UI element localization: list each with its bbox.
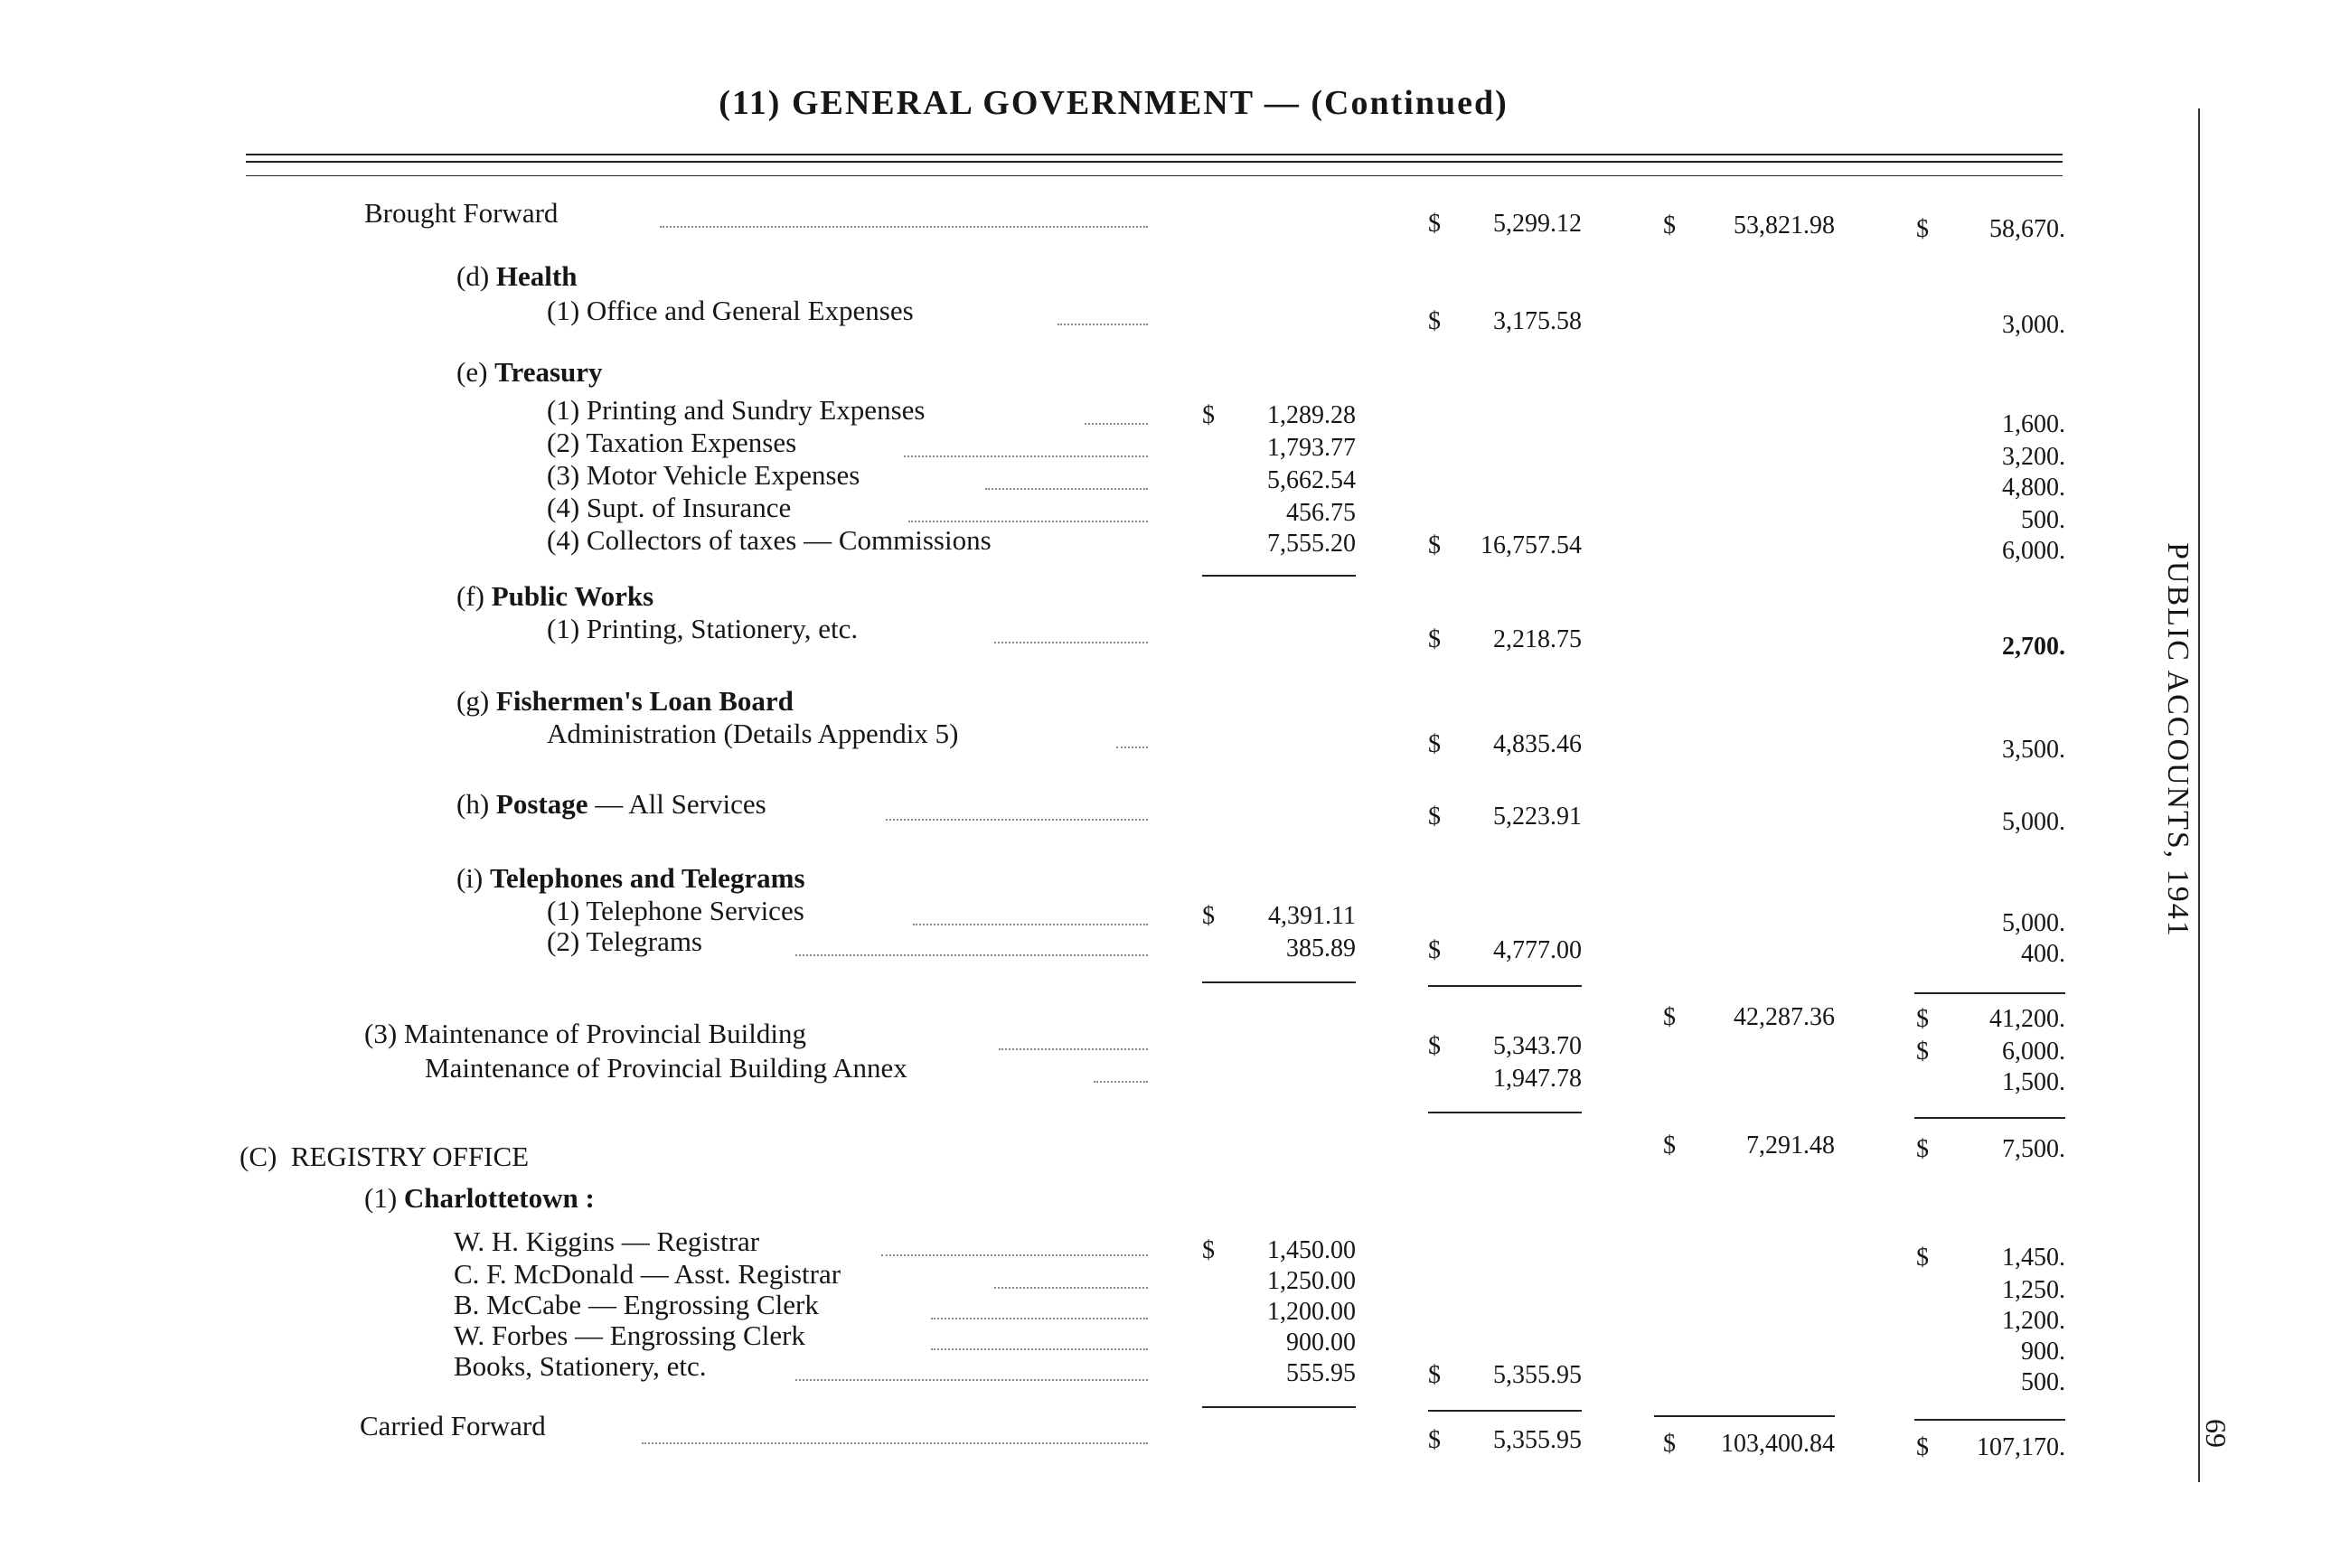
treasury-item-3-c1: 5,662.54 xyxy=(1267,466,1356,494)
registry-total-c2: 5,355.95 xyxy=(1493,1361,1582,1389)
dot-leader xyxy=(999,1048,1148,1050)
brought-forward-label: Brought Forward xyxy=(364,197,559,229)
dot-leader xyxy=(908,521,1148,522)
loan-board-item-1-c2: 4,835.46 xyxy=(1493,730,1582,758)
registry-item-5-label: Books, Stationery, etc. xyxy=(454,1350,707,1382)
loan-board-item-1-label: Administration (Details Appendix 5) xyxy=(547,718,959,749)
subtotal-rule xyxy=(1202,1406,1356,1408)
treasury-item-5-c1: 7,555.20 xyxy=(1267,530,1356,558)
carried-forward-label: Carried Forward xyxy=(360,1410,546,1441)
carried-forward-c4: 107,170. xyxy=(1977,1433,2065,1461)
dollar-sign: $ xyxy=(1428,307,1441,335)
dot-leader xyxy=(985,488,1148,490)
header-rule-middle xyxy=(246,161,2063,163)
dot-leader xyxy=(931,1348,1148,1350)
dollar-sign: $ xyxy=(1428,1361,1441,1389)
public-works-item-1-label: (1) Printing, Stationery, etc. xyxy=(547,613,859,644)
treasury-item-3-label: (3) Motor Vehicle Expenses xyxy=(547,459,860,491)
treasury-item-1-label: (1) Printing and Sundry Expenses xyxy=(547,394,926,426)
telephones-total-c2: 4,777.00 xyxy=(1493,936,1582,964)
registry-item-2-c1: 1,250.00 xyxy=(1267,1267,1356,1295)
postage-rest: — All Services xyxy=(595,788,766,820)
heading-text: Postage xyxy=(495,788,588,820)
postage-row xyxy=(456,788,766,821)
registry-item-4-c1: 900.00 xyxy=(1286,1329,1356,1357)
dollar-sign: $ xyxy=(1663,211,1676,239)
subtotal-rule xyxy=(1914,992,2065,994)
subtotal-rule xyxy=(1428,1410,1582,1412)
dot-leader xyxy=(931,1318,1148,1319)
loan-board-item-1-c4: 3,500. xyxy=(2002,736,2065,764)
registry-item-5-c1: 555.95 xyxy=(1286,1359,1356,1387)
registry-item-3-c4: 1,200. xyxy=(2002,1307,2065,1335)
health-item-1-c2: 3,175.58 xyxy=(1493,307,1582,335)
dollar-sign: $ xyxy=(1916,215,1929,243)
maintenance-item-1-c4: 6,000. xyxy=(2002,1038,2065,1066)
loan-board-heading xyxy=(456,685,794,718)
registry-item-3-label: B. McCabe — Engrossing Clerk xyxy=(454,1289,819,1320)
treasury-total-c2: 16,757.54 xyxy=(1480,531,1582,559)
dot-leader xyxy=(886,819,1148,821)
dollar-sign: $ xyxy=(1428,730,1441,758)
dollar-sign: $ xyxy=(1663,1131,1676,1160)
registry-item-1-c1: 1,450.00 xyxy=(1267,1236,1356,1264)
registry-item-4-label: W. Forbes — Engrossing Clerk xyxy=(454,1319,805,1351)
heading-text: Charlottetown : xyxy=(403,1182,595,1214)
heading-text: Fishermen's Loan Board xyxy=(495,685,794,717)
treasury-item-2-c1: 1,793.77 xyxy=(1267,434,1356,462)
dot-leader xyxy=(795,954,1148,956)
dollar-sign: $ xyxy=(1916,1135,1929,1163)
dot-leader xyxy=(913,924,1148,925)
registry-item-1-c4: 1,450. xyxy=(2002,1244,2065,1272)
dot-leader xyxy=(642,1442,1148,1444)
heading-prefix: (i) xyxy=(456,862,484,894)
health-item-1-label: (1) Office and General Expenses xyxy=(547,295,914,326)
page-number: 69 xyxy=(2200,1419,2232,1448)
maintenance-item-1-label: (3) Maintenance of Provincial Building xyxy=(364,1018,806,1049)
registry-item-2-label: C. F. McDonald — Asst. Registrar xyxy=(454,1258,841,1290)
header-rule-top xyxy=(246,154,2063,155)
dot-leader xyxy=(1094,1081,1148,1083)
treasury-item-5-c4: 6,000. xyxy=(2002,537,2065,565)
telephones-item-2-label: (2) Telegrams xyxy=(547,925,702,957)
registry-subheading xyxy=(364,1182,595,1215)
dot-leader xyxy=(994,1287,1148,1289)
subtotal-c3: 42,287.36 xyxy=(1734,1003,1835,1031)
dollar-sign: $ xyxy=(1916,1038,1929,1066)
margin-rule xyxy=(2198,108,2200,1482)
subtotal-rule xyxy=(1914,1117,2065,1119)
registry-item-5-c4: 500. xyxy=(2021,1368,2065,1396)
heading-prefix: (C) xyxy=(240,1141,277,1172)
registry-item-3-c1: 1,200.00 xyxy=(1267,1298,1356,1326)
dot-leader xyxy=(795,1379,1148,1381)
brought-forward-c2: 5,299.12 xyxy=(1493,210,1582,238)
public-works-heading xyxy=(456,580,653,613)
dollar-sign: $ xyxy=(1428,936,1441,964)
subtotal-rule xyxy=(1202,981,1356,983)
brought-forward-c3: 53,821.98 xyxy=(1734,211,1835,239)
registry-item-4-c4: 900. xyxy=(2021,1338,2065,1366)
heading-text: Telephones and Telegrams xyxy=(490,862,805,894)
registry-heading xyxy=(240,1141,529,1173)
telephones-heading xyxy=(456,862,805,895)
public-works-item-1-c4: 2,700. xyxy=(2002,633,2065,661)
subtotal-rule xyxy=(1428,985,1582,987)
dollar-sign: $ xyxy=(1916,1244,1929,1272)
dollar-sign: $ xyxy=(1428,1426,1441,1454)
dot-leader xyxy=(904,455,1148,457)
treasury-item-2-c4: 3,200. xyxy=(2002,443,2065,471)
dollar-sign: $ xyxy=(1428,803,1441,831)
registry-item-2-c4: 1,250. xyxy=(2002,1276,2065,1304)
carried-forward-c2: 5,355.95 xyxy=(1493,1426,1582,1454)
subtotal-rule xyxy=(1654,1415,1835,1417)
dollar-sign: $ xyxy=(1202,1236,1215,1264)
public-works-item-1-c2: 2,218.75 xyxy=(1493,625,1582,653)
heading-prefix: (f) xyxy=(456,580,484,612)
subtotal-rule xyxy=(1202,575,1356,577)
registry-c4: 7,500. xyxy=(2002,1135,2065,1163)
dollar-sign: $ xyxy=(1428,531,1441,559)
maintenance-item-2-label: Maintenance of Provincial Building Annex xyxy=(425,1052,907,1084)
heading-prefix: (d) xyxy=(456,260,490,292)
treasury-item-3-c4: 4,800. xyxy=(2002,474,2065,502)
page-title: (11) GENERAL GOVERNMENT — (Continued) xyxy=(719,84,1509,122)
telephones-item-1-c4: 5,000. xyxy=(2002,909,2065,937)
heading-text: Treasury xyxy=(494,356,603,388)
treasury-item-2-label: (2) Taxation Expenses xyxy=(547,427,797,458)
dollar-sign: $ xyxy=(1428,1032,1441,1060)
treasury-heading xyxy=(456,356,603,389)
heading-prefix: (e) xyxy=(456,356,488,388)
telephones-item-1-label: (1) Telephone Services xyxy=(547,895,804,926)
telephones-item-2-c1: 385.89 xyxy=(1286,934,1356,962)
maintenance-item-1-c2: 5,343.70 xyxy=(1493,1032,1582,1060)
maintenance-item-2-c4: 1,500. xyxy=(2002,1068,2065,1096)
running-title: PUBLIC ACCOUNTS, 1941 xyxy=(2161,542,2195,938)
heading-text: REGISTRY OFFICE xyxy=(290,1141,530,1172)
maintenance-item-2-c2: 1,947.78 xyxy=(1493,1065,1582,1093)
dot-leader xyxy=(1085,423,1148,425)
telephones-item-1-c1: 4,391.11 xyxy=(1268,902,1356,930)
heading-text: Public Works xyxy=(491,580,654,612)
registry-item-1-label: W. H. Kiggins — Registrar xyxy=(454,1225,760,1257)
subtotal-rule xyxy=(1914,1419,2065,1421)
postage-c2: 5,223.91 xyxy=(1493,803,1582,831)
heading-prefix: (h) xyxy=(456,788,490,820)
heading-prefix: (g) xyxy=(456,685,490,717)
subtotal-c4: 41,200. xyxy=(1989,1005,2065,1033)
health-heading xyxy=(456,260,577,293)
dollar-sign: $ xyxy=(1663,1430,1676,1458)
dollar-sign: $ xyxy=(1202,401,1215,429)
heading-text: Health xyxy=(495,260,578,292)
heading-prefix: (1) xyxy=(364,1182,398,1214)
dollar-sign: $ xyxy=(1202,902,1215,930)
telephones-item-2-c4: 400. xyxy=(2021,940,2065,968)
dot-leader xyxy=(1116,746,1148,748)
header-rule-bottom xyxy=(246,175,2063,176)
postage-c4: 5,000. xyxy=(2002,808,2065,836)
carried-forward-c3: 103,400.84 xyxy=(1721,1430,1835,1458)
treasury-item-4-label: (4) Supt. of Insurance xyxy=(547,492,792,523)
dollar-sign: $ xyxy=(1428,210,1441,238)
dollar-sign: $ xyxy=(1663,1003,1676,1031)
dot-leader xyxy=(881,1254,1148,1256)
treasury-item-1-c4: 1,600. xyxy=(2002,410,2065,438)
treasury-item-1-c1: 1,289.28 xyxy=(1267,401,1356,429)
dollar-sign: $ xyxy=(1428,625,1441,653)
treasury-item-4-c1: 456.75 xyxy=(1286,499,1356,527)
health-item-1-c4: 3,000. xyxy=(2002,311,2065,339)
dollar-sign: $ xyxy=(1916,1005,1929,1033)
dot-leader xyxy=(660,226,1148,228)
dot-leader xyxy=(994,642,1148,643)
dollar-sign: $ xyxy=(1916,1433,1929,1461)
dot-leader xyxy=(1058,324,1148,325)
subtotal-rule xyxy=(1428,1112,1582,1113)
registry-c3: 7,291.48 xyxy=(1746,1131,1835,1160)
treasury-item-4-c4: 500. xyxy=(2021,506,2065,534)
brought-forward-c4: 58,670. xyxy=(1989,215,2065,243)
treasury-item-5-label: (4) Collectors of taxes — Commissions xyxy=(547,524,992,556)
